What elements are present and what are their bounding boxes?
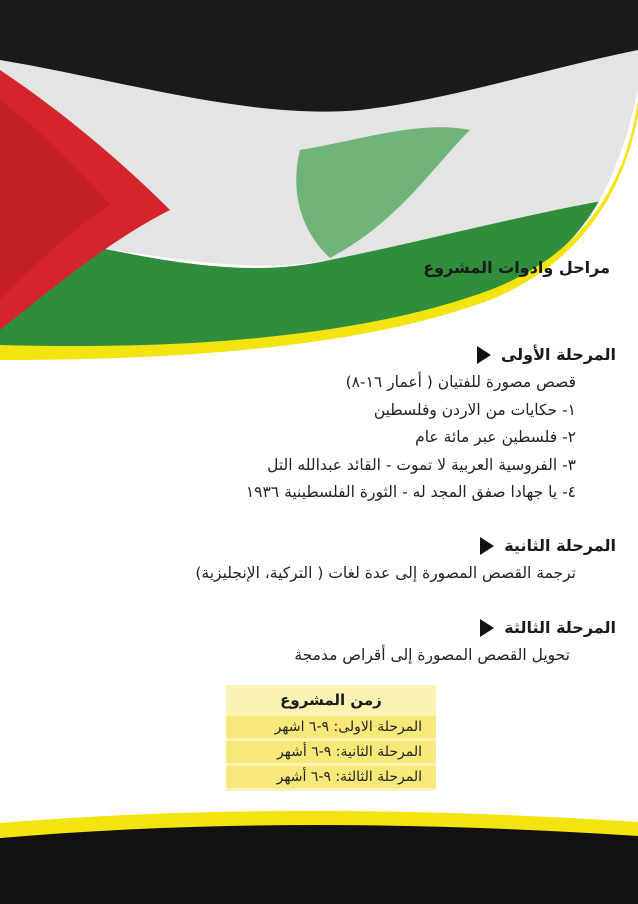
arrow-icon [477, 346, 491, 364]
stage2-text: ترجمة القصص المصورة إلى عدة لغات ( التركية، الإنجليزية) [195, 564, 576, 582]
stage1-item-1: ١- حكايات من الاردن وفلسطين [373, 401, 576, 419]
timeline-row: المرحلة الثانية: ٩-٦ أشهر [226, 741, 436, 763]
arrow-icon [480, 537, 494, 555]
stage1-title: المرحلة الأولى [500, 345, 616, 364]
timeline-row: المرحلة الاولى: ٩-٦ اشهر [226, 716, 436, 738]
project-timeline-box [226, 685, 436, 791]
arrow-icon [480, 619, 494, 637]
stage3-title: المرحلة الثالثة [504, 618, 616, 637]
stage1-item-4: ٤- يا جهادا صفق المجد له - الثورة الفلسطينية ١٩٣٦ [245, 483, 576, 501]
stage1-item-3: ٣- الفروسية العربية لا تموت - القائد عبدالله التل [267, 456, 576, 474]
section-title: مراحل وادوات المشروع [423, 258, 610, 277]
stage2-header [480, 536, 616, 555]
timeline-title: زمن المشروع [280, 691, 382, 709]
stage1-header [477, 345, 616, 364]
stage1-item-2: ٢- فلسطين عبر مائة عام [415, 428, 576, 446]
timeline-row: المرحلة الثالثة: ٩-٦ أشهر [226, 766, 436, 788]
stage3-header [480, 618, 616, 637]
stage1-intro: قصص مصورة للفتيان ( أعمار ١٦-٨) [345, 373, 576, 391]
stage2-title: المرحلة الثانية [504, 536, 616, 555]
stage3-text: تحويل القصص المصورة إلى أقراص مدمجة [294, 646, 570, 664]
